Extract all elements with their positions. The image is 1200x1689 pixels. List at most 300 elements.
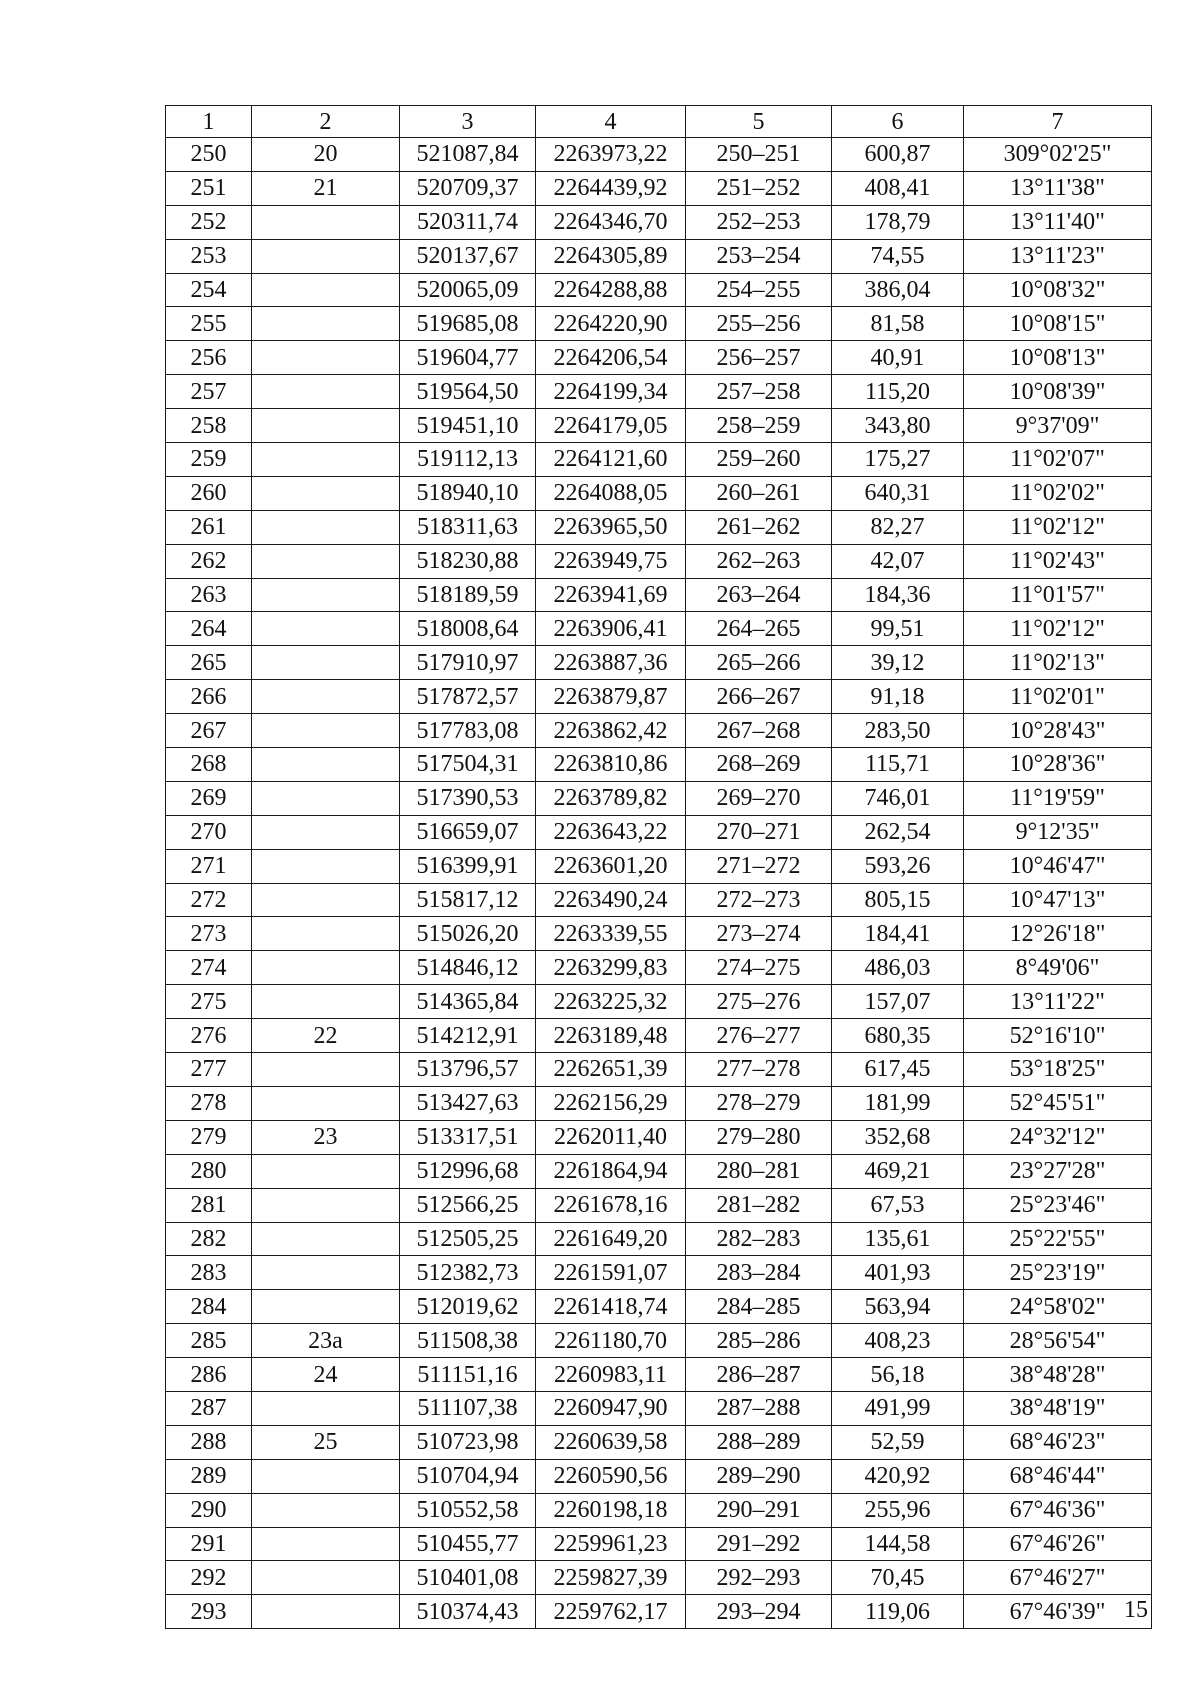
- mark-number-cell: [252, 612, 400, 646]
- table-row: [166, 1391, 1152, 1425]
- point-number-cell: 258: [166, 409, 252, 443]
- mark-number-cell: [252, 1493, 400, 1527]
- y-coordinate-cell: 2264305,89: [536, 239, 686, 273]
- angle-cell: 11°01'57": [964, 578, 1152, 612]
- angle-cell: 67°46'26": [964, 1527, 1152, 1561]
- y-coordinate-cell: 2261418,74: [536, 1290, 686, 1324]
- angle-cell: 10°08'39": [964, 375, 1152, 409]
- mark-number-cell: [252, 239, 400, 273]
- mark-number-cell: [252, 510, 400, 544]
- segment-cell: 289–290: [686, 1459, 832, 1493]
- length-cell: 70,45: [832, 1561, 964, 1595]
- table-row: [166, 917, 1152, 951]
- page-number: 15: [1124, 1597, 1148, 1623]
- table-row: [166, 171, 1152, 205]
- length-cell: 115,71: [832, 748, 964, 782]
- length-cell: 181,99: [832, 1086, 964, 1120]
- mark-number-cell: [252, 1086, 400, 1120]
- table-row: [166, 1459, 1152, 1493]
- angle-cell: 309°02'25": [964, 138, 1152, 172]
- table-row: [166, 1290, 1152, 1324]
- length-cell: 144,58: [832, 1527, 964, 1561]
- angle-cell: 24°58'02": [964, 1290, 1152, 1324]
- angle-cell: 9°37'09": [964, 409, 1152, 443]
- x-coordinate-cell: 520311,74: [400, 205, 536, 239]
- table-row: [166, 1019, 1152, 1053]
- length-cell: 157,07: [832, 985, 964, 1019]
- mark-number-cell: [252, 680, 400, 714]
- mark-number-cell: [252, 1459, 400, 1493]
- point-number-cell: 271: [166, 849, 252, 883]
- point-number-cell: 287: [166, 1391, 252, 1425]
- mark-number-cell: [252, 341, 400, 375]
- segment-cell: 275–276: [686, 985, 832, 1019]
- y-coordinate-cell: 2263339,55: [536, 917, 686, 951]
- column-header: 3: [400, 106, 536, 138]
- point-number-cell: 290: [166, 1493, 252, 1527]
- x-coordinate-cell: 511151,16: [400, 1358, 536, 1392]
- length-cell: 420,92: [832, 1459, 964, 1493]
- table-row: [166, 985, 1152, 1019]
- y-coordinate-cell: 2263941,69: [536, 578, 686, 612]
- table-row: [166, 239, 1152, 273]
- mark-number-cell: [252, 951, 400, 985]
- point-number-cell: 255: [166, 307, 252, 341]
- length-cell: 178,79: [832, 205, 964, 239]
- y-coordinate-cell: 2261180,70: [536, 1324, 686, 1358]
- y-coordinate-cell: 2264288,88: [536, 273, 686, 307]
- length-cell: 486,03: [832, 951, 964, 985]
- segment-cell: 259–260: [686, 443, 832, 477]
- mark-number-cell: [252, 1053, 400, 1087]
- point-number-cell: 286: [166, 1358, 252, 1392]
- table-row: [166, 544, 1152, 578]
- x-coordinate-cell: 520065,09: [400, 273, 536, 307]
- angle-cell: 11°02'12": [964, 510, 1152, 544]
- table-row: [166, 1595, 1152, 1629]
- point-number-cell: 268: [166, 748, 252, 782]
- x-coordinate-cell: 515817,12: [400, 883, 536, 917]
- mark-number-cell: 25: [252, 1425, 400, 1459]
- angle-cell: 52°16'10": [964, 1019, 1152, 1053]
- angle-cell: 11°02'02": [964, 476, 1152, 510]
- table-body: [166, 138, 1152, 1629]
- angle-cell: 10°08'13": [964, 341, 1152, 375]
- y-coordinate-cell: 2261649,20: [536, 1222, 686, 1256]
- column-header: 1: [166, 106, 252, 138]
- point-number-cell: 253: [166, 239, 252, 273]
- point-number-cell: 266: [166, 680, 252, 714]
- point-number-cell: 275: [166, 985, 252, 1019]
- segment-cell: 288–289: [686, 1425, 832, 1459]
- x-coordinate-cell: 517872,57: [400, 680, 536, 714]
- x-coordinate-cell: 513317,51: [400, 1120, 536, 1154]
- table-row: [166, 1256, 1152, 1290]
- table-row: [166, 1527, 1152, 1561]
- segment-cell: 271–272: [686, 849, 832, 883]
- mark-number-cell: [252, 307, 400, 341]
- length-cell: 386,04: [832, 273, 964, 307]
- point-number-cell: 281: [166, 1188, 252, 1222]
- length-cell: 491,99: [832, 1391, 964, 1425]
- y-coordinate-cell: 2260639,58: [536, 1425, 686, 1459]
- point-number-cell: 288: [166, 1425, 252, 1459]
- mark-number-cell: [252, 917, 400, 951]
- y-coordinate-cell: 2263862,42: [536, 714, 686, 748]
- column-header: 5: [686, 106, 832, 138]
- point-number-cell: 269: [166, 781, 252, 815]
- angle-cell: 52°45'51": [964, 1086, 1152, 1120]
- angle-cell: 68°46'23": [964, 1425, 1152, 1459]
- mark-number-cell: [252, 1188, 400, 1222]
- angle-cell: 67°46'39": [964, 1595, 1152, 1629]
- mark-number-cell: 24: [252, 1358, 400, 1392]
- y-coordinate-cell: 2263879,87: [536, 680, 686, 714]
- mark-number-cell: [252, 849, 400, 883]
- angle-cell: 11°02'13": [964, 646, 1152, 680]
- length-cell: 469,21: [832, 1154, 964, 1188]
- segment-cell: 276–277: [686, 1019, 832, 1053]
- segment-cell: 252–253: [686, 205, 832, 239]
- x-coordinate-cell: 518008,64: [400, 612, 536, 646]
- segment-cell: 257–258: [686, 375, 832, 409]
- point-number-cell: 282: [166, 1222, 252, 1256]
- point-number-cell: 285: [166, 1324, 252, 1358]
- table-row: [166, 1120, 1152, 1154]
- segment-cell: 292–293: [686, 1561, 832, 1595]
- segment-cell: 263–264: [686, 578, 832, 612]
- length-cell: 56,18: [832, 1358, 964, 1392]
- y-coordinate-cell: 2259762,17: [536, 1595, 686, 1629]
- table-row: [166, 1222, 1152, 1256]
- point-number-cell: 259: [166, 443, 252, 477]
- y-coordinate-cell: 2264220,90: [536, 307, 686, 341]
- point-number-cell: 267: [166, 714, 252, 748]
- point-number-cell: 283: [166, 1256, 252, 1290]
- x-coordinate-cell: 521087,84: [400, 138, 536, 172]
- length-cell: 343,80: [832, 409, 964, 443]
- x-coordinate-cell: 511508,38: [400, 1324, 536, 1358]
- length-cell: 40,91: [832, 341, 964, 375]
- y-coordinate-cell: 2264088,05: [536, 476, 686, 510]
- angle-cell: 11°02'12": [964, 612, 1152, 646]
- angle-cell: 10°28'36": [964, 748, 1152, 782]
- angle-cell: 11°19'59": [964, 781, 1152, 815]
- segment-cell: 274–275: [686, 951, 832, 985]
- point-number-cell: 289: [166, 1459, 252, 1493]
- mark-number-cell: [252, 1154, 400, 1188]
- y-coordinate-cell: 2261864,94: [536, 1154, 686, 1188]
- length-cell: 408,41: [832, 171, 964, 205]
- mark-number-cell: [252, 1595, 400, 1629]
- point-number-cell: 264: [166, 612, 252, 646]
- point-number-cell: 284: [166, 1290, 252, 1324]
- mark-number-cell: [252, 985, 400, 1019]
- segment-cell: 262–263: [686, 544, 832, 578]
- length-cell: 175,27: [832, 443, 964, 477]
- y-coordinate-cell: 2264121,60: [536, 443, 686, 477]
- x-coordinate-cell: 515026,20: [400, 917, 536, 951]
- segment-cell: 261–262: [686, 510, 832, 544]
- segment-cell: 285–286: [686, 1324, 832, 1358]
- x-coordinate-cell: 512019,62: [400, 1290, 536, 1324]
- angle-cell: 25°23'46": [964, 1188, 1152, 1222]
- segment-cell: 284–285: [686, 1290, 832, 1324]
- mark-number-cell: [252, 544, 400, 578]
- angle-cell: 11°02'07": [964, 443, 1152, 477]
- table-row: [166, 138, 1152, 172]
- table-row: [166, 1561, 1152, 1595]
- mark-number-cell: [252, 578, 400, 612]
- mark-number-cell: [252, 443, 400, 477]
- y-coordinate-cell: 2263299,83: [536, 951, 686, 985]
- x-coordinate-cell: 514212,91: [400, 1019, 536, 1053]
- y-coordinate-cell: 2259827,39: [536, 1561, 686, 1595]
- segment-cell: 281–282: [686, 1188, 832, 1222]
- point-number-cell: 274: [166, 951, 252, 985]
- x-coordinate-cell: 510374,43: [400, 1595, 536, 1629]
- point-number-cell: 277: [166, 1053, 252, 1087]
- table-row: [166, 815, 1152, 849]
- table-row: [166, 849, 1152, 883]
- length-cell: 67,53: [832, 1188, 964, 1222]
- mark-number-cell: [252, 1290, 400, 1324]
- length-cell: 408,23: [832, 1324, 964, 1358]
- x-coordinate-cell: 510552,58: [400, 1493, 536, 1527]
- length-cell: 39,12: [832, 646, 964, 680]
- segment-cell: 256–257: [686, 341, 832, 375]
- segment-cell: 264–265: [686, 612, 832, 646]
- x-coordinate-cell: 519604,77: [400, 341, 536, 375]
- table-row: [166, 646, 1152, 680]
- table-row: [166, 1493, 1152, 1527]
- x-coordinate-cell: 510401,08: [400, 1561, 536, 1595]
- point-number-cell: 265: [166, 646, 252, 680]
- mark-number-cell: [252, 1561, 400, 1595]
- length-cell: 99,51: [832, 612, 964, 646]
- segment-cell: 260–261: [686, 476, 832, 510]
- x-coordinate-cell: 520709,37: [400, 171, 536, 205]
- x-coordinate-cell: 517390,53: [400, 781, 536, 815]
- segment-cell: 273–274: [686, 917, 832, 951]
- y-coordinate-cell: 2261591,07: [536, 1256, 686, 1290]
- segment-cell: 251–252: [686, 171, 832, 205]
- y-coordinate-cell: 2263965,50: [536, 510, 686, 544]
- x-coordinate-cell: 510723,98: [400, 1425, 536, 1459]
- point-number-cell: 270: [166, 815, 252, 849]
- y-coordinate-cell: 2260590,56: [536, 1459, 686, 1493]
- mark-number-cell: [252, 1527, 400, 1561]
- segment-cell: 291–292: [686, 1527, 832, 1561]
- point-number-cell: 291: [166, 1527, 252, 1561]
- mark-number-cell: [252, 646, 400, 680]
- length-cell: 746,01: [832, 781, 964, 815]
- header-row: [166, 106, 1152, 138]
- table-row: [166, 375, 1152, 409]
- angle-cell: 67°46'27": [964, 1561, 1152, 1595]
- angle-cell: 13°11'23": [964, 239, 1152, 273]
- point-number-cell: 252: [166, 205, 252, 239]
- x-coordinate-cell: 518311,63: [400, 510, 536, 544]
- segment-cell: 272–273: [686, 883, 832, 917]
- table-row: [166, 883, 1152, 917]
- column-header: 2: [252, 106, 400, 138]
- point-number-cell: 256: [166, 341, 252, 375]
- angle-cell: 24°32'12": [964, 1120, 1152, 1154]
- mark-number-cell: [252, 1256, 400, 1290]
- table-row: [166, 781, 1152, 815]
- mark-number-cell: [252, 273, 400, 307]
- y-coordinate-cell: 2262011,40: [536, 1120, 686, 1154]
- segment-cell: 277–278: [686, 1053, 832, 1087]
- length-cell: 184,41: [832, 917, 964, 951]
- y-coordinate-cell: 2259961,23: [536, 1527, 686, 1561]
- mark-number-cell: [252, 1391, 400, 1425]
- length-cell: 401,93: [832, 1256, 964, 1290]
- point-number-cell: 263: [166, 578, 252, 612]
- y-coordinate-cell: 2263225,32: [536, 985, 686, 1019]
- x-coordinate-cell: 518189,59: [400, 578, 536, 612]
- angle-cell: 12°26'18": [964, 917, 1152, 951]
- y-coordinate-cell: 2264206,54: [536, 341, 686, 375]
- segment-cell: 253–254: [686, 239, 832, 273]
- y-coordinate-cell: 2264346,70: [536, 205, 686, 239]
- table-row: [166, 1086, 1152, 1120]
- point-number-cell: 276: [166, 1019, 252, 1053]
- table-row: [166, 714, 1152, 748]
- segment-cell: 266–267: [686, 680, 832, 714]
- x-coordinate-cell: 512382,73: [400, 1256, 536, 1290]
- table-row: [166, 1053, 1152, 1087]
- length-cell: 617,45: [832, 1053, 964, 1087]
- x-coordinate-cell: 519685,08: [400, 307, 536, 341]
- segment-cell: 268–269: [686, 748, 832, 782]
- point-number-cell: 251: [166, 171, 252, 205]
- y-coordinate-cell: 2263789,82: [536, 781, 686, 815]
- table-row: [166, 1154, 1152, 1188]
- angle-cell: 13°11'38": [964, 171, 1152, 205]
- x-coordinate-cell: 514365,84: [400, 985, 536, 1019]
- segment-cell: 287–288: [686, 1391, 832, 1425]
- y-coordinate-cell: 2260983,11: [536, 1358, 686, 1392]
- angle-cell: 28°56'54": [964, 1324, 1152, 1358]
- length-cell: 82,27: [832, 510, 964, 544]
- table-row: [166, 476, 1152, 510]
- length-cell: 805,15: [832, 883, 964, 917]
- angle-cell: 13°11'40": [964, 205, 1152, 239]
- angle-cell: 11°02'01": [964, 680, 1152, 714]
- point-number-cell: 293: [166, 1595, 252, 1629]
- x-coordinate-cell: 517910,97: [400, 646, 536, 680]
- point-number-cell: 257: [166, 375, 252, 409]
- x-coordinate-cell: 513427,63: [400, 1086, 536, 1120]
- x-coordinate-cell: 518230,88: [400, 544, 536, 578]
- y-coordinate-cell: 2260947,90: [536, 1391, 686, 1425]
- x-coordinate-cell: 516399,91: [400, 849, 536, 883]
- segment-cell: 286–287: [686, 1358, 832, 1392]
- segment-cell: 267–268: [686, 714, 832, 748]
- length-cell: 115,20: [832, 375, 964, 409]
- mark-number-cell: [252, 1222, 400, 1256]
- table-row: [166, 443, 1152, 477]
- point-number-cell: 261: [166, 510, 252, 544]
- table-row: [166, 1358, 1152, 1392]
- length-cell: 255,96: [832, 1493, 964, 1527]
- angle-cell: 38°48'28": [964, 1358, 1152, 1392]
- point-number-cell: 280: [166, 1154, 252, 1188]
- mark-number-cell: [252, 409, 400, 443]
- length-cell: 119,06: [832, 1595, 964, 1629]
- mark-number-cell: [252, 476, 400, 510]
- y-coordinate-cell: 2263490,24: [536, 883, 686, 917]
- mark-number-cell: 21: [252, 171, 400, 205]
- table-row: [166, 1188, 1152, 1222]
- point-number-cell: 260: [166, 476, 252, 510]
- y-coordinate-cell: 2263906,41: [536, 612, 686, 646]
- angle-cell: 10°46'47": [964, 849, 1152, 883]
- angle-cell: 53°18'25": [964, 1053, 1152, 1087]
- length-cell: 81,58: [832, 307, 964, 341]
- y-coordinate-cell: 2262156,29: [536, 1086, 686, 1120]
- x-coordinate-cell: 514846,12: [400, 951, 536, 985]
- x-coordinate-cell: 512505,25: [400, 1222, 536, 1256]
- table-row: [166, 205, 1152, 239]
- y-coordinate-cell: 2263810,86: [536, 748, 686, 782]
- y-coordinate-cell: 2264439,92: [536, 171, 686, 205]
- column-header: 4: [536, 106, 686, 138]
- column-header: 7: [964, 106, 1152, 138]
- point-number-cell: 279: [166, 1120, 252, 1154]
- mark-number-cell: 23а: [252, 1324, 400, 1358]
- angle-cell: 68°46'44": [964, 1459, 1152, 1493]
- point-number-cell: 278: [166, 1086, 252, 1120]
- segment-cell: 278–279: [686, 1086, 832, 1120]
- length-cell: 262,54: [832, 815, 964, 849]
- point-number-cell: 273: [166, 917, 252, 951]
- table-row: [166, 951, 1152, 985]
- angle-cell: 25°23'19": [964, 1256, 1152, 1290]
- mark-number-cell: [252, 781, 400, 815]
- point-number-cell: 272: [166, 883, 252, 917]
- y-coordinate-cell: 2260198,18: [536, 1493, 686, 1527]
- x-coordinate-cell: 510455,77: [400, 1527, 536, 1561]
- x-coordinate-cell: 519564,50: [400, 375, 536, 409]
- angle-cell: 13°11'22": [964, 985, 1152, 1019]
- y-coordinate-cell: 2262651,39: [536, 1053, 686, 1087]
- y-coordinate-cell: 2264179,05: [536, 409, 686, 443]
- table-row: [166, 1324, 1152, 1358]
- mark-number-cell: [252, 883, 400, 917]
- length-cell: 184,36: [832, 578, 964, 612]
- segment-cell: 283–284: [686, 1256, 832, 1290]
- x-coordinate-cell: 520137,67: [400, 239, 536, 273]
- y-coordinate-cell: 2263601,20: [536, 849, 686, 883]
- mark-number-cell: [252, 815, 400, 849]
- angle-cell: 38°48'19": [964, 1391, 1152, 1425]
- angle-cell: 67°46'36": [964, 1493, 1152, 1527]
- mark-number-cell: [252, 714, 400, 748]
- angle-cell: 10°08'32": [964, 273, 1152, 307]
- angle-cell: 10°28'43": [964, 714, 1152, 748]
- table-row: [166, 273, 1152, 307]
- length-cell: 42,07: [832, 544, 964, 578]
- x-coordinate-cell: 519112,13: [400, 443, 536, 477]
- mark-number-cell: [252, 375, 400, 409]
- x-coordinate-cell: 517504,31: [400, 748, 536, 782]
- x-coordinate-cell: 517783,08: [400, 714, 536, 748]
- mark-number-cell: [252, 748, 400, 782]
- table-row: [166, 748, 1152, 782]
